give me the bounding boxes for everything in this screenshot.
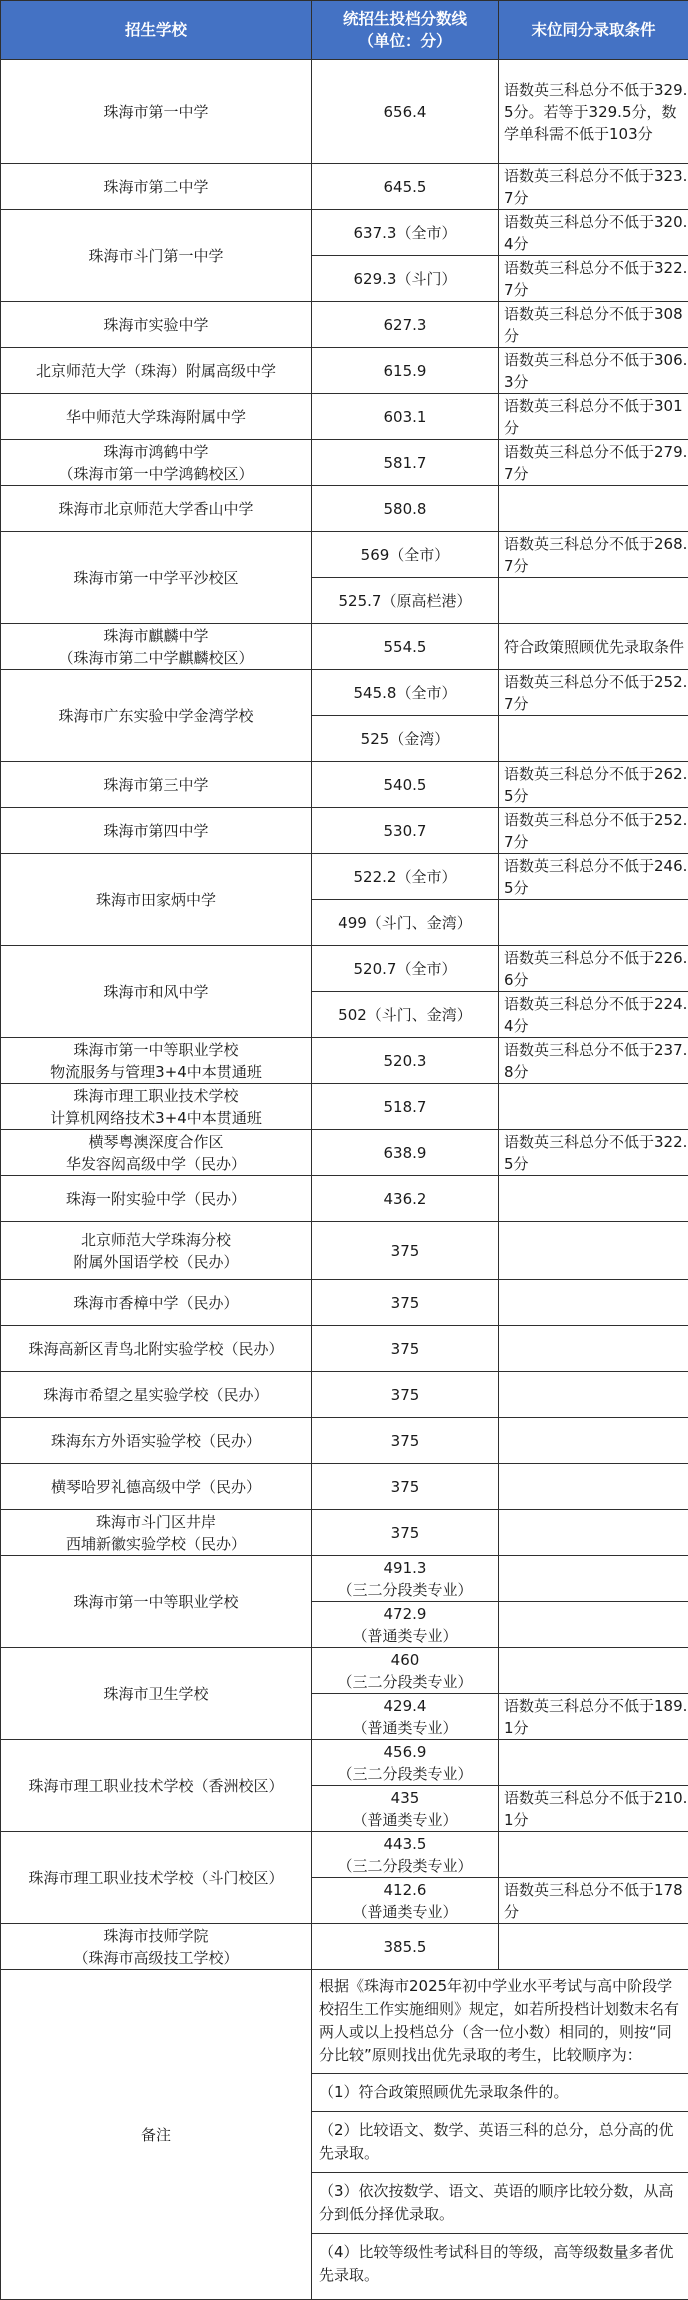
score-cell: 375 xyxy=(312,1464,499,1510)
table-row xyxy=(1,1038,688,1084)
score-cell: 375 xyxy=(312,1280,499,1326)
table-row xyxy=(1,440,688,486)
condition-cell: 语数英三科总分不低于279.7分 xyxy=(499,440,688,486)
table-row xyxy=(1,1372,688,1418)
note-body xyxy=(312,1970,688,2300)
condition-cell: 语数英三科总分不低于178分 xyxy=(499,1878,688,1924)
school-name-cell: 珠海市第四中学 xyxy=(1,808,312,854)
school-name-cell: 横琴粤澳深度合作区 华发容闳高级中学（民办） xyxy=(1,1130,312,1176)
table-row xyxy=(1,302,688,348)
table-row xyxy=(1,1418,688,1464)
table-header-row xyxy=(1,1,688,60)
table-row xyxy=(1,1326,688,1372)
condition-cell: 语数英三科总分不低于329.5分。若等于329.5分，数学单科需不低于103分 xyxy=(499,60,688,164)
table-row xyxy=(1,1740,688,1786)
condition-cell: 语数英三科总分不低于189.1分 xyxy=(499,1694,688,1740)
table-row xyxy=(1,1832,688,1878)
score-cell: 603.1 xyxy=(312,394,499,440)
score-cell: 375 xyxy=(312,1372,499,1418)
school-name-cell: 珠海市北京师范大学香山中学 xyxy=(1,486,312,532)
condition-cell: 语数英三科总分不低于252.7分 xyxy=(499,808,688,854)
school-name-cell: 珠海市第一中学平沙校区 xyxy=(1,532,312,624)
note-item: （2）比较语文、数学、英语三科的总分，总分高的优先录取。 xyxy=(312,2111,688,2172)
note-intro: 根据《珠海市2025年初中学业水平考试与高中阶段学校招生工作实施细则》规定，如若所投档计划数末名有两人或以上投档总分（含一位小数）相同的，则按“同分比较”原则找出优先录取的考生，比较顺序为： xyxy=(319,1975,681,2067)
table-row xyxy=(1,210,688,256)
score-cell: 645.5 xyxy=(312,164,499,210)
table-row xyxy=(1,670,688,716)
condition-cell: 语数英三科总分不低于320.4分 xyxy=(499,210,688,256)
score-cell: 637.3（全市） xyxy=(312,210,499,256)
table-row xyxy=(1,164,688,210)
table-row xyxy=(1,1648,688,1694)
score-cell: 472.9 （普通类专业） xyxy=(312,1602,499,1648)
score-cell: 629.3（斗门） xyxy=(312,256,499,302)
score-cell: 375 xyxy=(312,1222,499,1280)
score-cell: 520.7（全市） xyxy=(312,946,499,992)
score-cell: 581.7 xyxy=(312,440,499,486)
score-cell: 518.7 xyxy=(312,1084,499,1130)
school-name-cell: 珠海市第三中学 xyxy=(1,762,312,808)
condition-cell: 语数英三科总分不低于308分 xyxy=(499,302,688,348)
condition-cell xyxy=(499,1280,688,1326)
school-name-cell: 北京师范大学珠海分校 附属外国语学校（民办） xyxy=(1,1222,312,1280)
school-name-cell: 珠海市理工职业技术学校（香洲校区） xyxy=(1,1740,312,1832)
school-name-cell: 珠海一附实验中学（民办） xyxy=(1,1176,312,1222)
school-name-cell: 珠海市麒麟中学 （珠海市第二中学麒麟校区） xyxy=(1,624,312,670)
condition-cell xyxy=(499,1418,688,1464)
condition-cell xyxy=(499,900,688,946)
score-cell: 540.5 xyxy=(312,762,499,808)
header-school: 招生学校 xyxy=(1,1,312,60)
condition-cell: 语数英三科总分不低于323.7分 xyxy=(499,164,688,210)
condition-cell xyxy=(499,578,688,624)
table-row xyxy=(1,1130,688,1176)
condition-cell xyxy=(499,1740,688,1786)
school-name-cell: 珠海市和风中学 xyxy=(1,946,312,1038)
score-cell: 436.2 xyxy=(312,1176,499,1222)
header-condition: 末位同分录取条件 xyxy=(499,1,688,60)
score-cell: 554.5 xyxy=(312,624,499,670)
table-row xyxy=(1,60,688,164)
score-cell: 429.4 （普通类专业） xyxy=(312,1694,499,1740)
score-cell: 375 xyxy=(312,1418,499,1464)
score-cell: 435 （普通类专业） xyxy=(312,1786,499,1832)
table-row xyxy=(1,808,688,854)
score-cell: 627.3 xyxy=(312,302,499,348)
score-cell: 499（斗门、金湾） xyxy=(312,900,499,946)
condition-cell xyxy=(499,1602,688,1648)
score-cell: 638.9 xyxy=(312,1130,499,1176)
condition-cell xyxy=(499,1556,688,1602)
score-cell: 412.6 （普通类专业） xyxy=(312,1878,499,1924)
condition-cell: 语数英三科总分不低于224.4分 xyxy=(499,992,688,1038)
condition-cell: 语数英三科总分不低于226.6分 xyxy=(499,946,688,992)
table-row xyxy=(1,1556,688,1602)
school-name-cell: 珠海市卫生学校 xyxy=(1,1648,312,1740)
score-cell: 569（全市） xyxy=(312,532,499,578)
school-name-cell: 珠海市理工职业技术学校（斗门校区） xyxy=(1,1832,312,1924)
note-item: （3）依次按数学、语文、英语的顺序比较分数，从高分到低分择优录取。 xyxy=(312,2172,688,2233)
table-row xyxy=(1,1464,688,1510)
table-row xyxy=(1,486,688,532)
condition-cell: 语数英三科总分不低于306.3分 xyxy=(499,348,688,394)
table-row xyxy=(1,532,688,578)
table-row xyxy=(1,1510,688,1556)
score-cell: 520.3 xyxy=(312,1038,499,1084)
score-cell: 443.5 （三二分段类专业） xyxy=(312,1832,499,1878)
condition-cell: 语数英三科总分不低于322.5分 xyxy=(499,1130,688,1176)
school-name-cell: 珠海市鸿鹤中学 （珠海市第一中学鸿鹤校区） xyxy=(1,440,312,486)
score-cell: 615.9 xyxy=(312,348,499,394)
condition-cell: 语数英三科总分不低于252.7分 xyxy=(499,670,688,716)
school-name-cell: 珠海东方外语实验学校（民办） xyxy=(1,1418,312,1464)
condition-cell xyxy=(499,1510,688,1556)
table-row xyxy=(1,1222,688,1280)
school-name-cell: 珠海市香樟中学（民办） xyxy=(1,1280,312,1326)
school-name-cell: 珠海市实验中学 xyxy=(1,302,312,348)
score-cell: 545.8（全市） xyxy=(312,670,499,716)
score-cell: 525.7（原高栏港） xyxy=(312,578,499,624)
school-name-cell: 华中师范大学珠海附属中学 xyxy=(1,394,312,440)
table-row xyxy=(1,762,688,808)
school-name-cell: 珠海市广东实验中学金湾学校 xyxy=(1,670,312,762)
school-name-cell: 珠海市第一中学 xyxy=(1,60,312,164)
condition-cell xyxy=(499,1222,688,1280)
note-item: （4）比较等级性考试科目的等级，高等级数量多者优先录取。 xyxy=(312,2233,688,2294)
score-cell: 460 （三二分段类专业） xyxy=(312,1648,499,1694)
condition-cell: 语数英三科总分不低于262.5分 xyxy=(499,762,688,808)
school-name-cell: 珠海市技师学院 （珠海市高级技工学校） xyxy=(1,1924,312,1970)
school-name-cell: 北京师范大学（珠海）附属高级中学 xyxy=(1,348,312,394)
score-cell: 491.3 （三二分段类专业） xyxy=(312,1556,499,1602)
score-cell: 456.9 （三二分段类专业） xyxy=(312,1740,499,1786)
score-cell: 525（金湾） xyxy=(312,716,499,762)
condition-cell: 语数英三科总分不低于246.5分 xyxy=(499,854,688,900)
condition-cell xyxy=(499,716,688,762)
school-name-cell: 珠海市理工职业技术学校 计算机网络技术3+4中本贯通班 xyxy=(1,1084,312,1130)
school-name-cell: 珠海市第一中等职业学校 物流服务与管理3+4中本贯通班 xyxy=(1,1038,312,1084)
condition-cell xyxy=(499,1176,688,1222)
score-cell: 375 xyxy=(312,1510,499,1556)
condition-cell xyxy=(499,1924,688,1970)
condition-cell xyxy=(499,1372,688,1418)
table-row xyxy=(1,348,688,394)
table-row xyxy=(1,1176,688,1222)
condition-cell xyxy=(499,1326,688,1372)
table-row xyxy=(1,394,688,440)
score-cell: 530.7 xyxy=(312,808,499,854)
school-name-cell: 珠海高新区青鸟北附实验学校（民办） xyxy=(1,1326,312,1372)
header-score: 统招生投档分数线 （单位：分） xyxy=(312,1,499,60)
condition-cell xyxy=(499,1832,688,1878)
table-row xyxy=(1,1924,688,1970)
school-name-cell: 横琴哈罗礼德高级中学（民办） xyxy=(1,1464,312,1510)
school-name-cell: 珠海市第二中学 xyxy=(1,164,312,210)
condition-cell xyxy=(499,1084,688,1130)
school-name-cell: 珠海市田家炳中学 xyxy=(1,854,312,946)
score-cell: 502（斗门、金湾） xyxy=(312,992,499,1038)
condition-cell: 语数英三科总分不低于301分 xyxy=(499,394,688,440)
score-cell: 385.5 xyxy=(312,1924,499,1970)
score-cell: 522.2（全市） xyxy=(312,854,499,900)
condition-cell: 语数英三科总分不低于237.8分 xyxy=(499,1038,688,1084)
score-cell: 375 xyxy=(312,1326,499,1372)
condition-cell xyxy=(499,1648,688,1694)
condition-cell xyxy=(499,1464,688,1510)
score-cell: 580.8 xyxy=(312,486,499,532)
table-row xyxy=(1,854,688,900)
score-cell: 656.4 xyxy=(312,60,499,164)
condition-cell: 语数英三科总分不低于268.7分 xyxy=(499,532,688,578)
note-item: （1）符合政策照顾优先录取条件的。 xyxy=(312,2073,688,2111)
table-row xyxy=(1,1084,688,1130)
condition-cell: 符合政策照顾优先录取条件 xyxy=(499,624,688,670)
school-name-cell: 珠海市斗门区井岸 西埔新徽实验学校（民办） xyxy=(1,1510,312,1556)
note-row xyxy=(1,1970,688,2300)
table-row xyxy=(1,946,688,992)
school-name-cell: 珠海市斗门第一中学 xyxy=(1,210,312,302)
condition-cell: 语数英三科总分不低于322.7分 xyxy=(499,256,688,302)
condition-cell: 语数英三科总分不低于210.1分 xyxy=(499,1786,688,1832)
condition-cell xyxy=(499,486,688,532)
table-row xyxy=(1,624,688,670)
school-name-cell: 珠海市希望之星实验学校（民办） xyxy=(1,1372,312,1418)
note-label: 备注 xyxy=(1,1970,312,2300)
table-row xyxy=(1,1280,688,1326)
school-name-cell: 珠海市第一中等职业学校 xyxy=(1,1556,312,1648)
